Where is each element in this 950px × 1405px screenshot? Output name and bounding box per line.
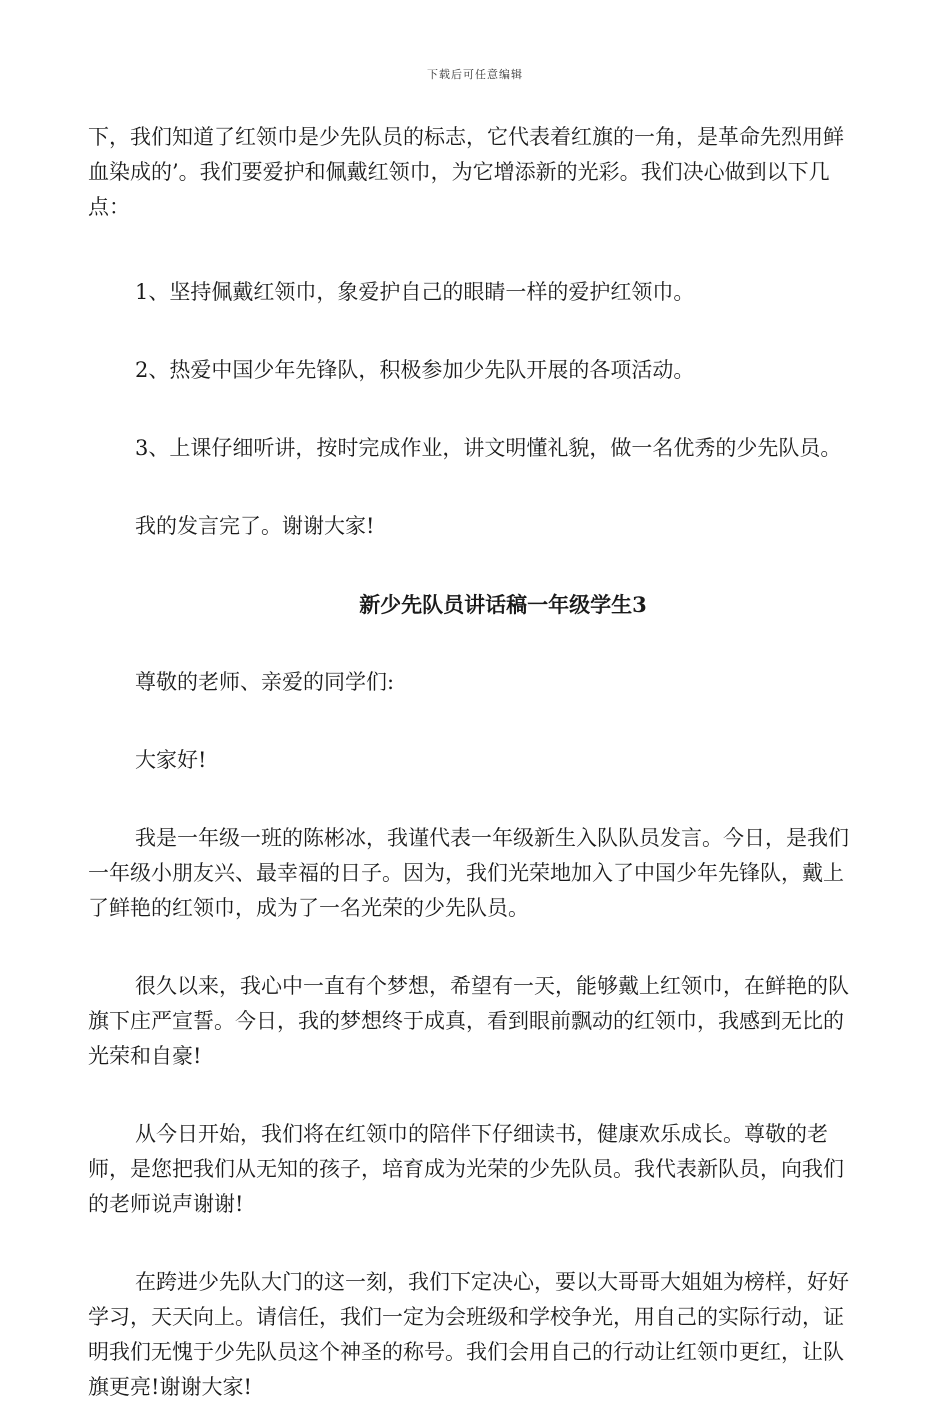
list-item: 3、上课仔细听讲，按时完成作业，讲文明懂礼貌，做一名优秀的少先队员。 bbox=[135, 436, 842, 460]
body-paragraph: 从今日开始，我们将在红领巾的陪伴下仔细读书，健康欢乐成长。尊敬的老师，是您把我们从无知的孩子，培育成为光荣的少先队员。我代表新队员，向我们的老师说声谢谢! bbox=[88, 1122, 844, 1216]
list-item: 2、热爱中国少年先锋队，积极参加少先队开展的各项活动。 bbox=[135, 358, 695, 382]
salutation: 尊敬的老师、亲爱的同学们: bbox=[135, 670, 395, 694]
intro-paragraph: 下，我们知道了红领巾是少先队员的标志，它代表着红旗的一角，是革命先烈用鲜血染成的’。我们要爱护和佩戴红领巾，为它增添新的光彩。我们决心做到以下几点： bbox=[88, 125, 844, 219]
list-item: 1、坚持佩戴红领巾，象爱护自己的眼睛一样的爱护红领巾。 bbox=[135, 280, 695, 304]
page-header: 下载后可任意编辑 bbox=[427, 68, 523, 81]
greeting: 大家好! bbox=[135, 748, 207, 772]
closing-paragraph: 我的发言完了。谢谢大家! bbox=[135, 514, 375, 538]
body-paragraph: 很久以来，我心中一直有个梦想，希望有一天，能够戴上红领巾，在鲜艳的队旗下庄严宣誓。今日，我的梦想终于成真，看到眼前飘动的红领巾，我感到无比的光荣和自豪! bbox=[88, 974, 849, 1068]
document-body bbox=[88, 120, 863, 1405]
body-paragraph: 我是一年级一班的陈彬冰，我谨代表一年级新生入队队员发言。今日，是我们一年级小朋友兴、最幸福的日子。因为，我们光荣地加入了中国少年先锋队，戴上了鲜艳的红领巾，成为了一名光荣的少先队员。 bbox=[88, 826, 849, 920]
body-paragraph: 在跨进少先队大门的这一刻，我们下定决心，要以大哥哥大姐姐为榜样，好好学习，天天向上。请信任，我们一定为会班级和学校争光，用自己的实际行动，证明我们无愧于少先队员这个神圣的称号。我们会用自己的行动让红领巾更红，让队旗更亮!谢谢大家! bbox=[88, 1270, 849, 1399]
section-title: 新少先队员讲话稿一年级学生3 bbox=[359, 592, 647, 617]
